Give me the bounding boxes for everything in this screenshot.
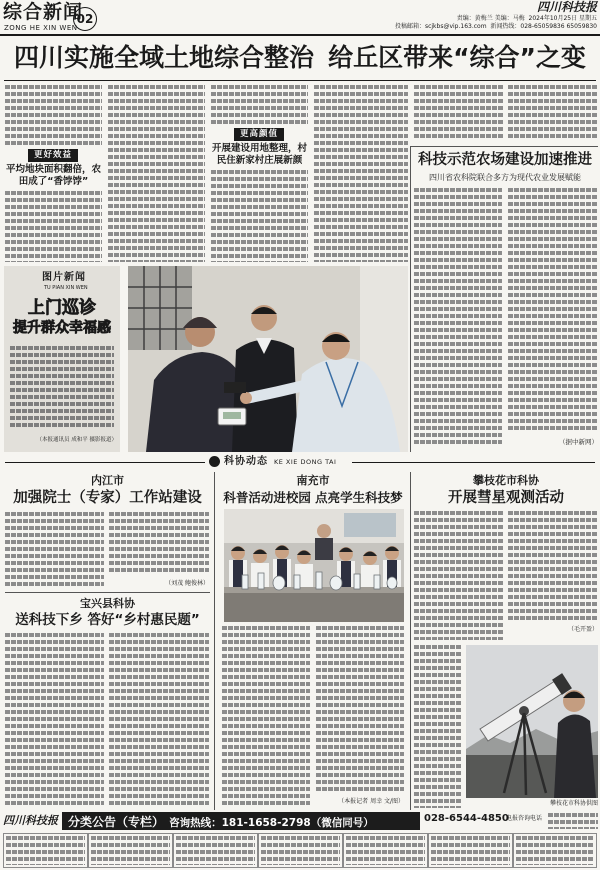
editor-date-line — [457, 15, 597, 22]
panzhihua-kicker: 攀枝花市科协 — [473, 474, 539, 487]
photo-news-text — [10, 346, 114, 430]
headline-rule — [4, 80, 596, 81]
classified-ad — [173, 833, 258, 868]
body-text-column — [211, 85, 308, 124]
section-subtitle-look: 开展建设用地整理，村民住新家村庄展新颜 — [211, 143, 307, 166]
contact-line — [395, 23, 597, 30]
teacher-figure — [315, 524, 333, 560]
baoxing-headline: 送科技下乡 答好“乡村惠民题” — [15, 612, 200, 628]
classified-ad — [428, 833, 513, 868]
photo-news-pinyin: TU PIAN XIN WEN — [44, 285, 88, 291]
side-story-source: （据中新网） — [559, 438, 598, 446]
classroom-window — [344, 513, 396, 537]
photo-news-box — [4, 266, 120, 452]
paper-logo: 四川科技报 — [536, 0, 597, 14]
photo-house-call — [128, 266, 408, 452]
editors: 责编：黄梅兰 美编：马梅 — [456, 15, 525, 22]
body-text-column — [5, 191, 102, 262]
photo-science-class — [224, 509, 404, 622]
classified-ad-banner — [62, 812, 420, 830]
header-rule — [0, 34, 600, 36]
body-text-column — [109, 633, 209, 808]
classified-ad — [258, 833, 343, 868]
section-subtitle-benefit: 平均地块面积翻倍，农田成了“香饽饽” — [5, 164, 101, 187]
body-text-column — [414, 645, 462, 808]
body-text-column — [508, 511, 598, 621]
body-text-column — [211, 170, 308, 262]
neijiang-kicker: 内江市 — [91, 474, 124, 487]
lead-headline-part2: 给丘区带来“综合”之变 — [328, 43, 586, 72]
section-bar-pinyin: KE XIE DONG TAI — [274, 458, 337, 466]
nanchong-kicker: 南充市 — [296, 474, 330, 487]
classified-ad-text — [346, 836, 425, 865]
body-text-column — [5, 633, 104, 808]
body-text-column — [108, 85, 205, 262]
section-tag-better-benefit: 更好效益 — [28, 149, 78, 162]
classified-ad-hotline: 咨询热线：181-1658-2798（微信同号） — [169, 817, 374, 829]
body-text-column — [414, 511, 504, 640]
side-story-headline: 科技示范农场建设加速推进 — [418, 152, 592, 168]
body-text-column — [414, 188, 502, 446]
page-number: 02 — [73, 7, 97, 31]
classified-ad-text — [91, 836, 170, 865]
side-story-rule-left — [410, 147, 411, 452]
classified-ad-title: 分类公告（专栏） — [68, 815, 165, 829]
classified-ad — [3, 833, 88, 868]
photo-news-label: 图片新闻 — [42, 272, 86, 283]
news-hotline: 新闻热线：028-65059836 65059830 — [490, 23, 597, 30]
photo-news-title-line1: 上门巡诊 — [28, 298, 96, 318]
lead-headline-part1: 四川实施全域土地综合整治 — [14, 43, 315, 72]
photo-news-credit: （本报通讯员 成和平 摄影报道） — [36, 437, 117, 443]
body-text-column — [5, 512, 104, 588]
neijiang-headline: 加强院士（专家）工作站建设 — [13, 490, 202, 506]
side-story-subtitle: 四川省农科院联合多方为现代农业发展赋能 — [429, 173, 581, 182]
body-text-column — [508, 85, 598, 141]
column-rule — [214, 472, 215, 810]
column-rule — [410, 472, 411, 810]
classified-ad — [513, 833, 597, 868]
classified-ad-text — [261, 836, 340, 865]
nanchong-headline: 科普活动进校园 点亮学生科技梦 — [223, 490, 403, 505]
classified-ad-text — [431, 836, 510, 865]
submission-email: 投稿邮箱：scjkbs@vip.163.com — [394, 23, 487, 30]
classified-ad-text — [6, 836, 85, 865]
panzhihua-byline: （毛开盈） — [567, 626, 598, 633]
section-tag-better-look: 更高颜值 — [234, 128, 284, 141]
ad-phone-label: 电报咨询电话 — [506, 815, 543, 822]
nanchong-byline: （本报记者 周幸 文/图） — [338, 798, 404, 805]
body-text-column — [414, 85, 503, 141]
photo-news-title-line2: 提升群众幸福感 — [13, 320, 111, 336]
section-bar-rule-right — [352, 462, 595, 463]
body-text-column — [314, 85, 408, 262]
neijiang-byline: （刘茂 鲍俊林） — [165, 580, 209, 587]
panzhihua-photo-credit: 攀枝花市科协供图 — [549, 800, 598, 807]
section-title: 综合新闻 — [3, 1, 84, 23]
body-text-column — [316, 626, 404, 792]
photo-comet-observation — [466, 645, 598, 798]
issue-date: 2024年10月25日 星期五 — [528, 15, 597, 22]
ad-band-tagline — [548, 813, 598, 829]
section-bar-rule-left — [5, 462, 205, 463]
classified-ad — [88, 833, 173, 868]
body-text-column — [508, 188, 598, 432]
panzhihua-headline: 开展彗星观测活动 — [448, 490, 564, 506]
classified-ad-text — [176, 836, 255, 865]
body-text-column — [5, 85, 102, 145]
body-text-column — [222, 626, 310, 808]
lead-headline — [0, 41, 600, 75]
ad-band-logo: 四川科技报 — [3, 814, 58, 827]
classified-ad — [343, 833, 428, 868]
baoxing-kicker: 宝兴县科协 — [80, 597, 135, 610]
section-bar-title: 科协动态 — [224, 456, 268, 467]
section-pinyin: ZONG HE XIN WEN — [4, 24, 78, 32]
neijiang-baoxing-divider — [5, 592, 210, 593]
side-story-rule-top — [410, 146, 598, 147]
body-text-column — [109, 512, 209, 575]
ad-phone: 028-6544-4850 — [424, 813, 509, 824]
section-bullet-icon — [209, 456, 220, 467]
classified-ad-text — [516, 836, 594, 865]
